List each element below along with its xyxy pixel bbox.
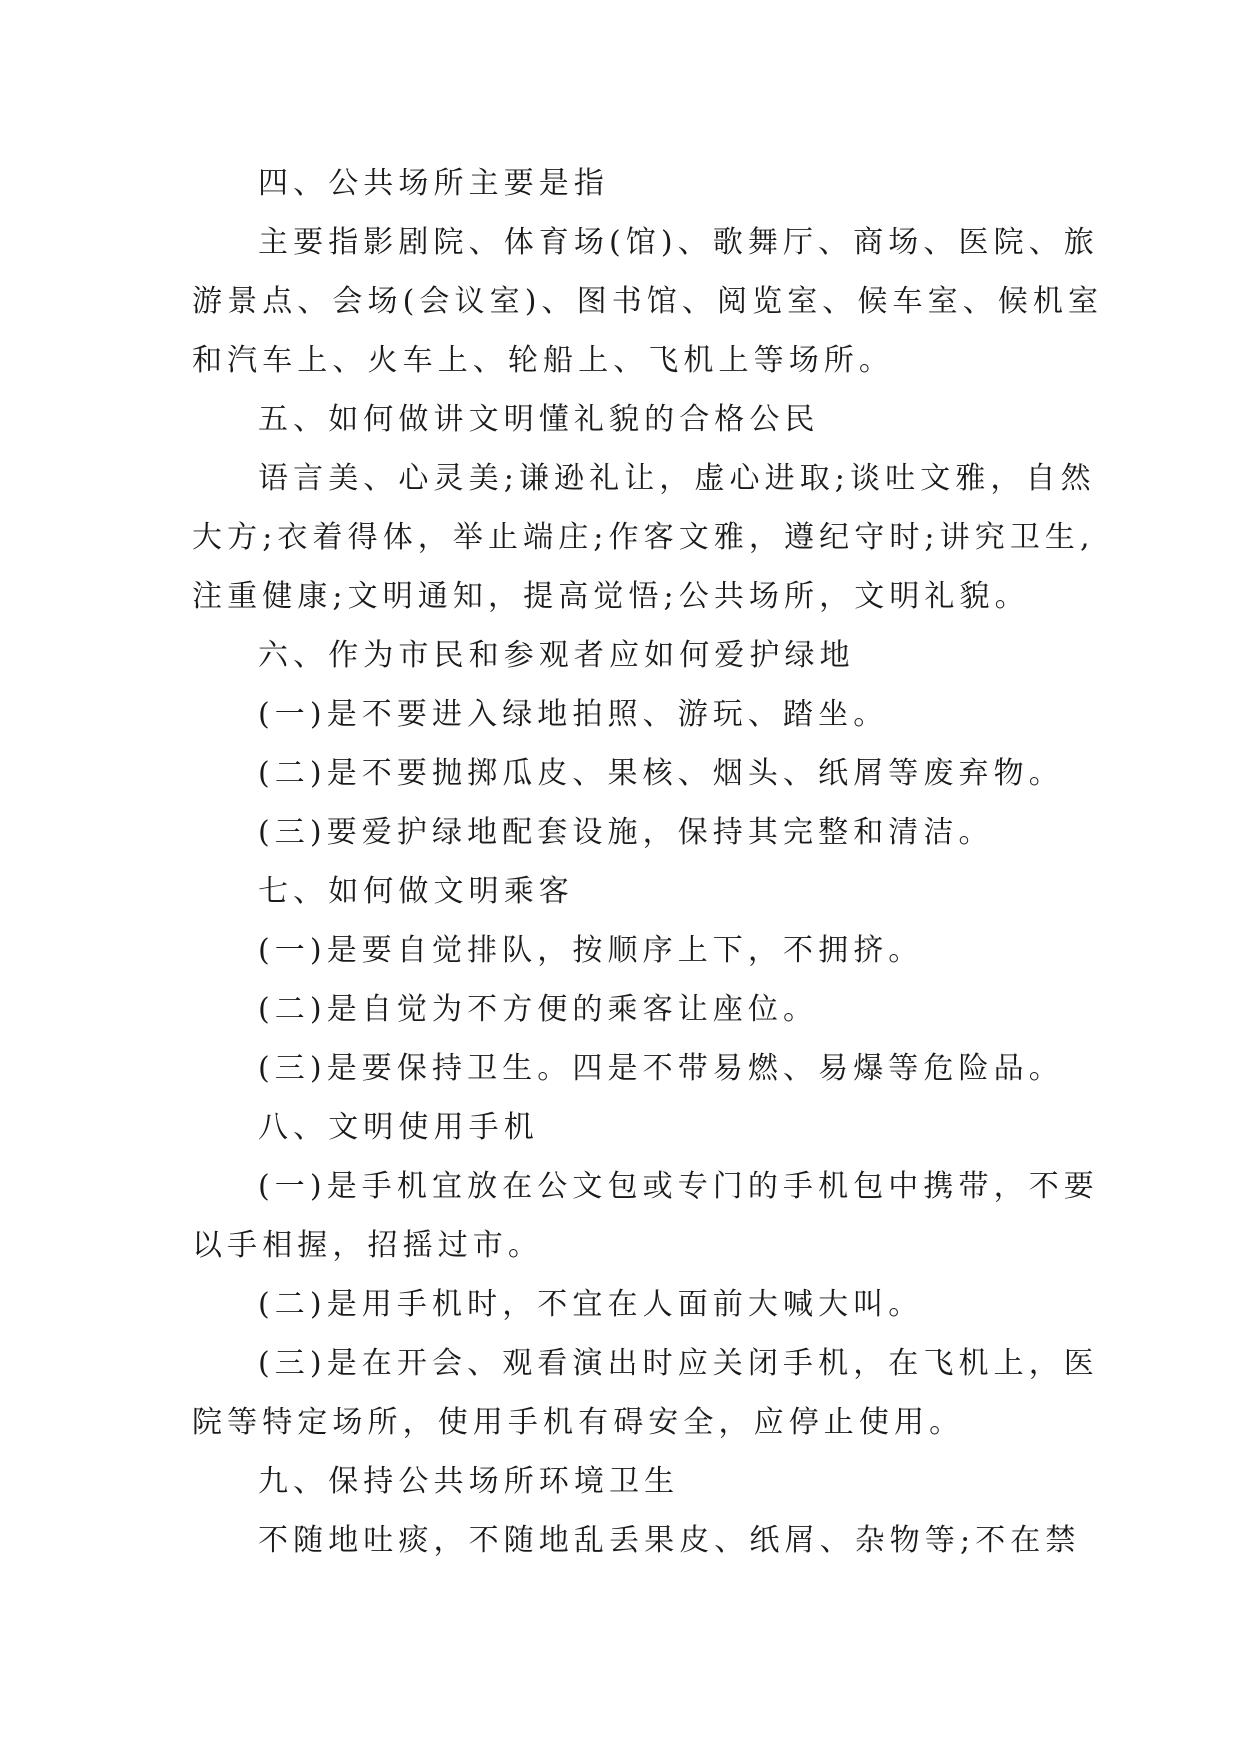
list-item: (一)是要自觉排队，按顺序上下，不拥挤。: [258, 933, 924, 968]
paragraph-line: 语言美、心灵美;谦逊礼让，虚心进取;谈吐文雅，自然: [258, 461, 1096, 496]
section-heading: 九、保持公共场所环境卫生: [258, 1464, 680, 1499]
list-item-continuation: 以手相握，招摇过市。: [192, 1228, 543, 1263]
list-item: (三)是要保持卫生。四是不带易燃、易爆等危险品。: [258, 1051, 1064, 1086]
list-item: (一)是不要进入绿地拍照、游玩、踏坐。: [258, 697, 889, 732]
section-heading: 五、如何做讲文明懂礼貌的合格公民: [258, 402, 820, 437]
section-heading: 七、如何做文明乘客: [258, 874, 574, 909]
paragraph-line: 注重健康;文明通知，提高觉悟;公共场所，文明礼貌。: [192, 579, 1030, 614]
list-item-continuation: 院等特定场所，使用手机有碍安全，应停止使用。: [192, 1405, 965, 1440]
paragraph-line: 游景点、会场(会议室)、图书馆、阅览室、候车室、候机室: [192, 284, 1104, 319]
list-item: (三)是在开会、观看演出时应关闭手机，在飞机上，医: [258, 1346, 1099, 1381]
list-item: (二)是自觉为不方便的乘客让座位。: [258, 992, 819, 1027]
paragraph-line: 不随地吐痰，不随地乱丢果皮、纸屑、杂物等;不在禁: [258, 1523, 1081, 1558]
paragraph-line: 主要指影剧院、体育场(馆)、歌舞厅、商场、医院、旅: [258, 225, 1099, 260]
list-item: (一)是手机宜放在公文包或专门的手机包中携带，不要: [258, 1169, 1099, 1204]
paragraph-line: 和汽车上、火车上、轮船上、飞机上等场所。: [192, 343, 894, 378]
section-heading: 六、作为市民和参观者应如何爱护绿地: [258, 638, 855, 673]
list-item: (二)是不要抛掷瓜皮、果核、烟头、纸屑等废弃物。: [258, 756, 1064, 791]
list-item: (二)是用手机时，不宜在人面前大喊大叫。: [258, 1287, 924, 1322]
paragraph-line: 大方;衣着得体，举止端庄;作客文雅，遵纪守时;讲究卫生,: [192, 520, 1095, 555]
section-heading: 八、文明使用手机: [258, 1110, 539, 1145]
section-heading: 四、公共场所主要是指: [258, 166, 609, 201]
list-item: (三)要爱护绿地配套设施，保持其完整和清洁。: [258, 815, 994, 850]
